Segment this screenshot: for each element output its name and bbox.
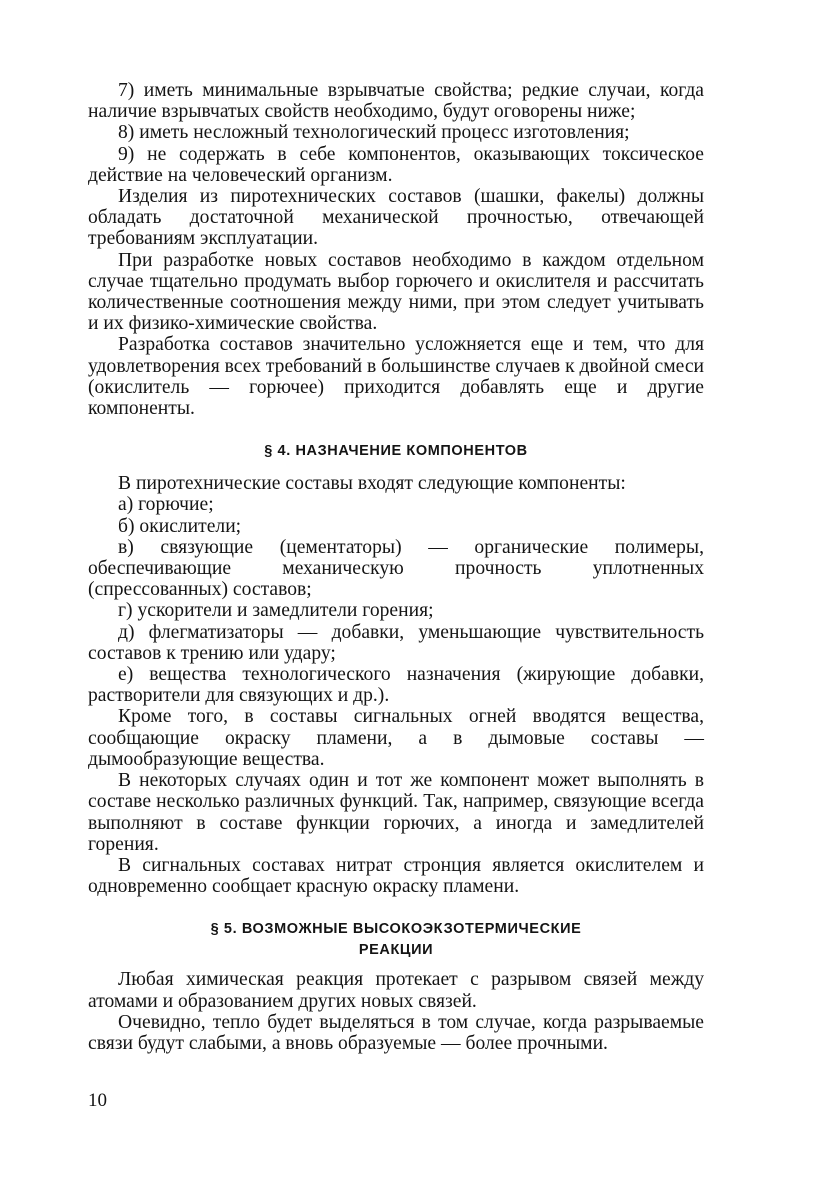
paragraph-heat-release: Очевидно, тепло будет выделяться в том случае, когда разрываемые связи будут слабыми, а вновь образуемые — более прочными. (88, 1011, 704, 1054)
paragraph-development-complexity: Разработка составов значительно усложняется еще и тем, что для удовлетворения всех требований в большинстве случаев к двойной смеси (окислитель — горючее) приходится добавлять еще и другие компоненты. (88, 334, 704, 420)
paragraph-products-strength: Изделия из пиротехнических составов (шашки, факелы) должны обладать достаточной механической прочностью, отвечающей требованиям эксплуатации. (88, 186, 704, 250)
component-list-item: в) связующие (цементаторы) — органические полимеры, обеспечивающие механическую прочность уплотненных (спрессованных) составов; (88, 536, 704, 601)
section-5-heading (88, 919, 704, 961)
page-number: 10 (88, 1090, 107, 1111)
section-4-intro: В пиротехнические составы входят следующие компоненты: (118, 473, 626, 495)
component-list-item: д) флегматизаторы — добавки, уменьшающие чувствительность составов к трению или удару; (88, 621, 704, 664)
paragraph-strontium-nitrate: В сигнальных составах нитрат стронция является окислителем и одновременно сообщает красную окраску пламени. (88, 854, 704, 898)
component-list-item: б) окислители; (118, 515, 242, 537)
component-list-item: а) горючие; (118, 494, 214, 516)
paragraph-signal-colors: Кроме того, в составы сигнальных огней вводятся вещества, сообщающие окраску пламени, а в дымовые составы — дымообразующие вещества. (88, 706, 704, 770)
paragraph-item-7: 7) иметь минимальные взрывчатые свойства; редкие случаи, когда наличие взрывчатых свойств необходимо, будут оговорены ниже; (88, 80, 704, 123)
component-list-item: г) ускорители и замедлители горения; (118, 600, 434, 622)
paragraph-new-compositions: При разработке новых составов необходимо в каждом отдельном случае тщательно продумать выбор горючего и окислителя и рассчитать количественные соотношения между ними, при этом следует учитывать и их физико-химические свойства. (88, 249, 704, 335)
component-list-item: е) вещества технологического назначения (жирующие добавки, растворители для связующих и др.). (88, 664, 704, 707)
page-body (88, 80, 704, 1054)
paragraph-chemical-reaction: Любая химическая реакция протекает с разрывом связей между атомами и образованием других новых связей. (88, 969, 704, 1012)
paragraph-item-9: 9) не содержать в себе компонентов, оказывающих токсическое действие на человеческий организм. (88, 143, 704, 186)
paragraph-multiple-functions: В некоторых случаях один и тот же компонент может выполнять в составе несколько различных функций. Так, например, связующие всегда выполняют в составе функции горючих, а иногда и замедлителей горения. (88, 770, 704, 855)
section-4-heading: § 4. НАЗНАЧЕНИЕ КОМПОНЕНТОВ (264, 443, 528, 460)
section-5-heading-line1: § 5. ВОЗМОЖНЫЕ ВЫСОКОЭКЗОТЕРМИЧЕСКИЕ (210, 921, 582, 938)
paragraph-item-8: 8) иметь несложный технологический процесс изготовления; (118, 122, 630, 144)
section-5-heading-line2: РЕАКЦИИ (358, 942, 434, 959)
